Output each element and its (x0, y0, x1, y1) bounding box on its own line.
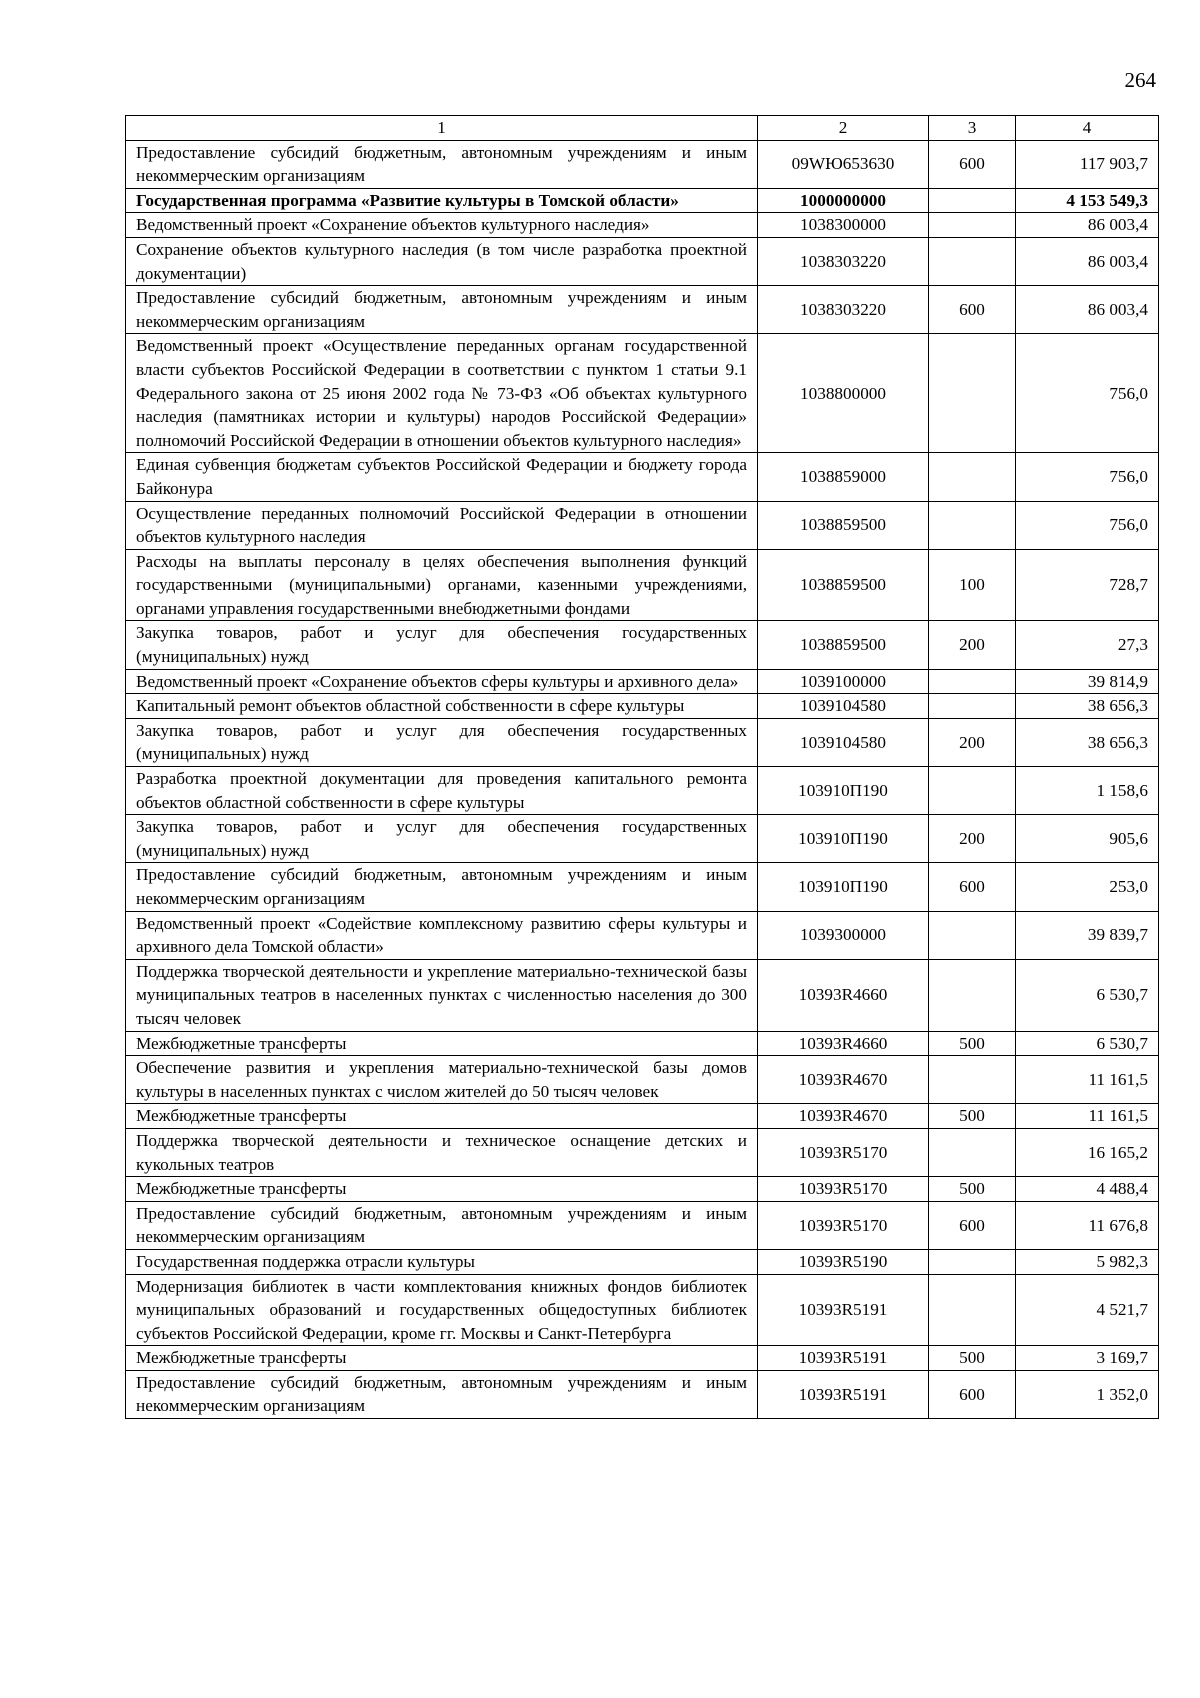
expense-type: 500 (929, 1177, 1016, 1202)
item-amount: 3 169,7 (1016, 1346, 1159, 1371)
item-name: Государственная поддержка отрасли культуры (126, 1249, 758, 1274)
column-header-1: 1 (126, 116, 758, 141)
item-name: Поддержка творческой деятельности и техническое оснащение детских и кукольных театров (126, 1128, 758, 1176)
column-header-2: 2 (758, 116, 929, 141)
item-name: Предоставление субсидий бюджетным, автономным учреждениям и иным некоммерческим организациям (126, 1201, 758, 1249)
item-amount: 4 488,4 (1016, 1177, 1159, 1202)
table-row (126, 549, 1159, 621)
item-amount: 4 153 549,3 (1016, 188, 1159, 213)
table-row (126, 237, 1159, 285)
item-code: 103910П190 (758, 863, 929, 911)
column-header-3: 3 (929, 116, 1016, 141)
item-code: 09WЮ653630 (758, 140, 929, 188)
item-amount: 1 352,0 (1016, 1370, 1159, 1418)
item-name: Межбюджетные трансферты (126, 1177, 758, 1202)
expense-type (929, 669, 1016, 694)
item-code: 10393R5170 (758, 1201, 929, 1249)
item-name: Межбюджетные трансферты (126, 1031, 758, 1056)
expense-type: 500 (929, 1031, 1016, 1056)
expense-type: 200 (929, 718, 1016, 766)
item-name: Закупка товаров, работ и услуг для обеспечения государственных (муниципальных) нужд (126, 815, 758, 863)
table-row (126, 621, 1159, 669)
table-row (126, 718, 1159, 766)
item-name: Ведомственный проект «Содействие комплексному развитию сферы культуры и архивного дела Томской области» (126, 911, 758, 959)
table-row (126, 911, 1159, 959)
item-name: Закупка товаров, работ и услуг для обеспечения государственных (муниципальных) нужд (126, 621, 758, 669)
item-amount: 253,0 (1016, 863, 1159, 911)
item-name: Капитальный ремонт объектов областной собственности в сфере культуры (126, 694, 758, 719)
item-amount: 27,3 (1016, 621, 1159, 669)
item-code: 10393R5170 (758, 1128, 929, 1176)
page-number: 264 (1124, 68, 1156, 92)
expense-type (929, 1128, 1016, 1176)
item-name: Единая субвенция бюджетам субъектов Российской Федерации и бюджету города Байконура (126, 453, 758, 501)
item-code: 1039300000 (758, 911, 929, 959)
expense-type: 100 (929, 549, 1016, 621)
item-code: 1038859500 (758, 549, 929, 621)
table-row (126, 286, 1159, 334)
expense-type: 600 (929, 140, 1016, 188)
item-amount: 756,0 (1016, 453, 1159, 501)
item-amount: 38 656,3 (1016, 694, 1159, 719)
item-amount: 39 839,7 (1016, 911, 1159, 959)
item-code: 10393R4660 (758, 1031, 929, 1056)
expense-type (929, 767, 1016, 815)
item-amount: 6 530,7 (1016, 959, 1159, 1031)
item-amount: 11 676,8 (1016, 1201, 1159, 1249)
item-amount: 86 003,4 (1016, 237, 1159, 285)
column-header-4: 4 (1016, 116, 1159, 141)
item-name: Межбюджетные трансферты (126, 1346, 758, 1371)
item-amount: 11 161,5 (1016, 1104, 1159, 1129)
table-row (126, 694, 1159, 719)
expense-type (929, 501, 1016, 549)
item-name: Осуществление переданных полномочий Российской Федерации в отношении объектов культурного наследия (126, 501, 758, 549)
item-code: 1038303220 (758, 286, 929, 334)
item-code: 1038859000 (758, 453, 929, 501)
expense-type: 600 (929, 286, 1016, 334)
expense-type (929, 959, 1016, 1031)
expense-type (929, 1274, 1016, 1346)
item-code: 10393R5191 (758, 1346, 929, 1371)
table-row (126, 1128, 1159, 1176)
item-name: Модернизация библиотек в части комплектования книжных фондов библиотек муниципальных образований и государственных общедоступных библиотек субъектов Российской Федерации, кроме гг. Москвы и Санкт-Петербурга (126, 1274, 758, 1346)
item-code: 1038859500 (758, 621, 929, 669)
item-amount: 1 158,6 (1016, 767, 1159, 815)
expense-type (929, 188, 1016, 213)
expense-type (929, 334, 1016, 453)
item-code: 103910П190 (758, 767, 929, 815)
item-code: 10393R4670 (758, 1056, 929, 1104)
item-amount: 728,7 (1016, 549, 1159, 621)
item-amount: 117 903,7 (1016, 140, 1159, 188)
item-amount: 756,0 (1016, 334, 1159, 453)
item-name: Предоставление субсидий бюджетным, автономным учреждениям и иным некоммерческим организациям (126, 863, 758, 911)
item-name: Расходы на выплаты персоналу в целях обеспечения выполнения функций государственными (муниципальными) органами, казенными учреждениями, органами управления государственными внебюджетными фондами (126, 549, 758, 621)
expense-type: 500 (929, 1346, 1016, 1371)
expense-type (929, 237, 1016, 285)
table-row (126, 1346, 1159, 1371)
item-name: Обеспечение развития и укрепления материально-технической базы домов культуры в населенных пунктах с числом жителей до 50 тысяч человек (126, 1056, 758, 1104)
expense-type (929, 1249, 1016, 1274)
item-code: 1038859500 (758, 501, 929, 549)
item-name: Государственная программа «Развитие культуры в Томской области» (126, 188, 758, 213)
table-row (126, 501, 1159, 549)
item-name: Сохранение объектов культурного наследия (в том числе разработка проектной документации) (126, 237, 758, 285)
expense-type (929, 911, 1016, 959)
item-code: 1039104580 (758, 718, 929, 766)
table-row (126, 213, 1159, 238)
table-row (126, 1031, 1159, 1056)
expense-type (929, 213, 1016, 238)
table-row (126, 334, 1159, 453)
item-code: 10393R4670 (758, 1104, 929, 1129)
table-row (126, 863, 1159, 911)
item-code: 1038300000 (758, 213, 929, 238)
budget-table (125, 115, 1159, 1419)
expense-type: 600 (929, 1370, 1016, 1418)
item-amount: 38 656,3 (1016, 718, 1159, 766)
expense-type: 500 (929, 1104, 1016, 1129)
item-code: 1038303220 (758, 237, 929, 285)
expense-type: 200 (929, 621, 1016, 669)
expense-type (929, 1056, 1016, 1104)
item-name: Предоставление субсидий бюджетным, автономным учреждениям и иным некоммерческим организациям (126, 1370, 758, 1418)
item-code: 1038800000 (758, 334, 929, 453)
item-name: Ведомственный проект «Осуществление переданных органам государственной власти субъектов Российской Федерации в соответствии с пунктом 1 статьи 9.1 Федерального закона от 25 июня 2002 года № 73-ФЗ «Об объектах культурного наследия (памятниках истории и культуры) народов Российской Федерации» полномочий Российской Федерации в отношении объектов культурного наследия» (126, 334, 758, 453)
table-row (126, 1104, 1159, 1129)
item-name: Предоставление субсидий бюджетным, автономным учреждениям и иным некоммерческим организациям (126, 140, 758, 188)
item-code: 1000000000 (758, 188, 929, 213)
table-row (126, 1249, 1159, 1274)
item-name: Поддержка творческой деятельности и укрепление материально-технической базы муниципальных театров в населенных пунктах с численностью населения до 300 тысяч человек (126, 959, 758, 1031)
item-name: Разработка проектной документации для проведения капитального ремонта объектов областной собственности в сфере культуры (126, 767, 758, 815)
table-body (126, 140, 1159, 1418)
expense-type: 600 (929, 863, 1016, 911)
table-row (126, 1370, 1159, 1418)
expense-type (929, 453, 1016, 501)
item-code: 10393R5170 (758, 1177, 929, 1202)
expense-type (929, 694, 1016, 719)
table-row (126, 1201, 1159, 1249)
item-amount: 905,6 (1016, 815, 1159, 863)
item-amount: 16 165,2 (1016, 1128, 1159, 1176)
table-row (126, 140, 1159, 188)
item-code: 10393R5190 (758, 1249, 929, 1274)
item-code: 10393R5191 (758, 1370, 929, 1418)
item-amount: 86 003,4 (1016, 213, 1159, 238)
item-amount: 756,0 (1016, 501, 1159, 549)
item-name: Ведомственный проект «Сохранение объектов сферы культуры и архивного дела» (126, 669, 758, 694)
item-name: Ведомственный проект «Сохранение объектов культурного наследия» (126, 213, 758, 238)
header-row (126, 116, 1159, 141)
table-row (126, 1056, 1159, 1104)
item-code: 1039100000 (758, 669, 929, 694)
item-code: 10393R5191 (758, 1274, 929, 1346)
table-row (126, 188, 1159, 213)
item-amount: 39 814,9 (1016, 669, 1159, 694)
item-code: 103910П190 (758, 815, 929, 863)
item-amount: 86 003,4 (1016, 286, 1159, 334)
table-row (126, 959, 1159, 1031)
item-name: Предоставление субсидий бюджетным, автономным учреждениям и иным некоммерческим организациям (126, 286, 758, 334)
table-row (126, 453, 1159, 501)
item-amount: 5 982,3 (1016, 1249, 1159, 1274)
item-amount: 6 530,7 (1016, 1031, 1159, 1056)
table-row (126, 669, 1159, 694)
table-row (126, 815, 1159, 863)
item-code: 10393R4660 (758, 959, 929, 1031)
expense-type: 600 (929, 1201, 1016, 1249)
item-name: Межбюджетные трансферты (126, 1104, 758, 1129)
table-row (126, 1177, 1159, 1202)
table-row (126, 767, 1159, 815)
item-amount: 4 521,7 (1016, 1274, 1159, 1346)
item-amount: 11 161,5 (1016, 1056, 1159, 1104)
expense-type: 200 (929, 815, 1016, 863)
item-code: 1039104580 (758, 694, 929, 719)
table-row (126, 1274, 1159, 1346)
item-name: Закупка товаров, работ и услуг для обеспечения государственных (муниципальных) нужд (126, 718, 758, 766)
